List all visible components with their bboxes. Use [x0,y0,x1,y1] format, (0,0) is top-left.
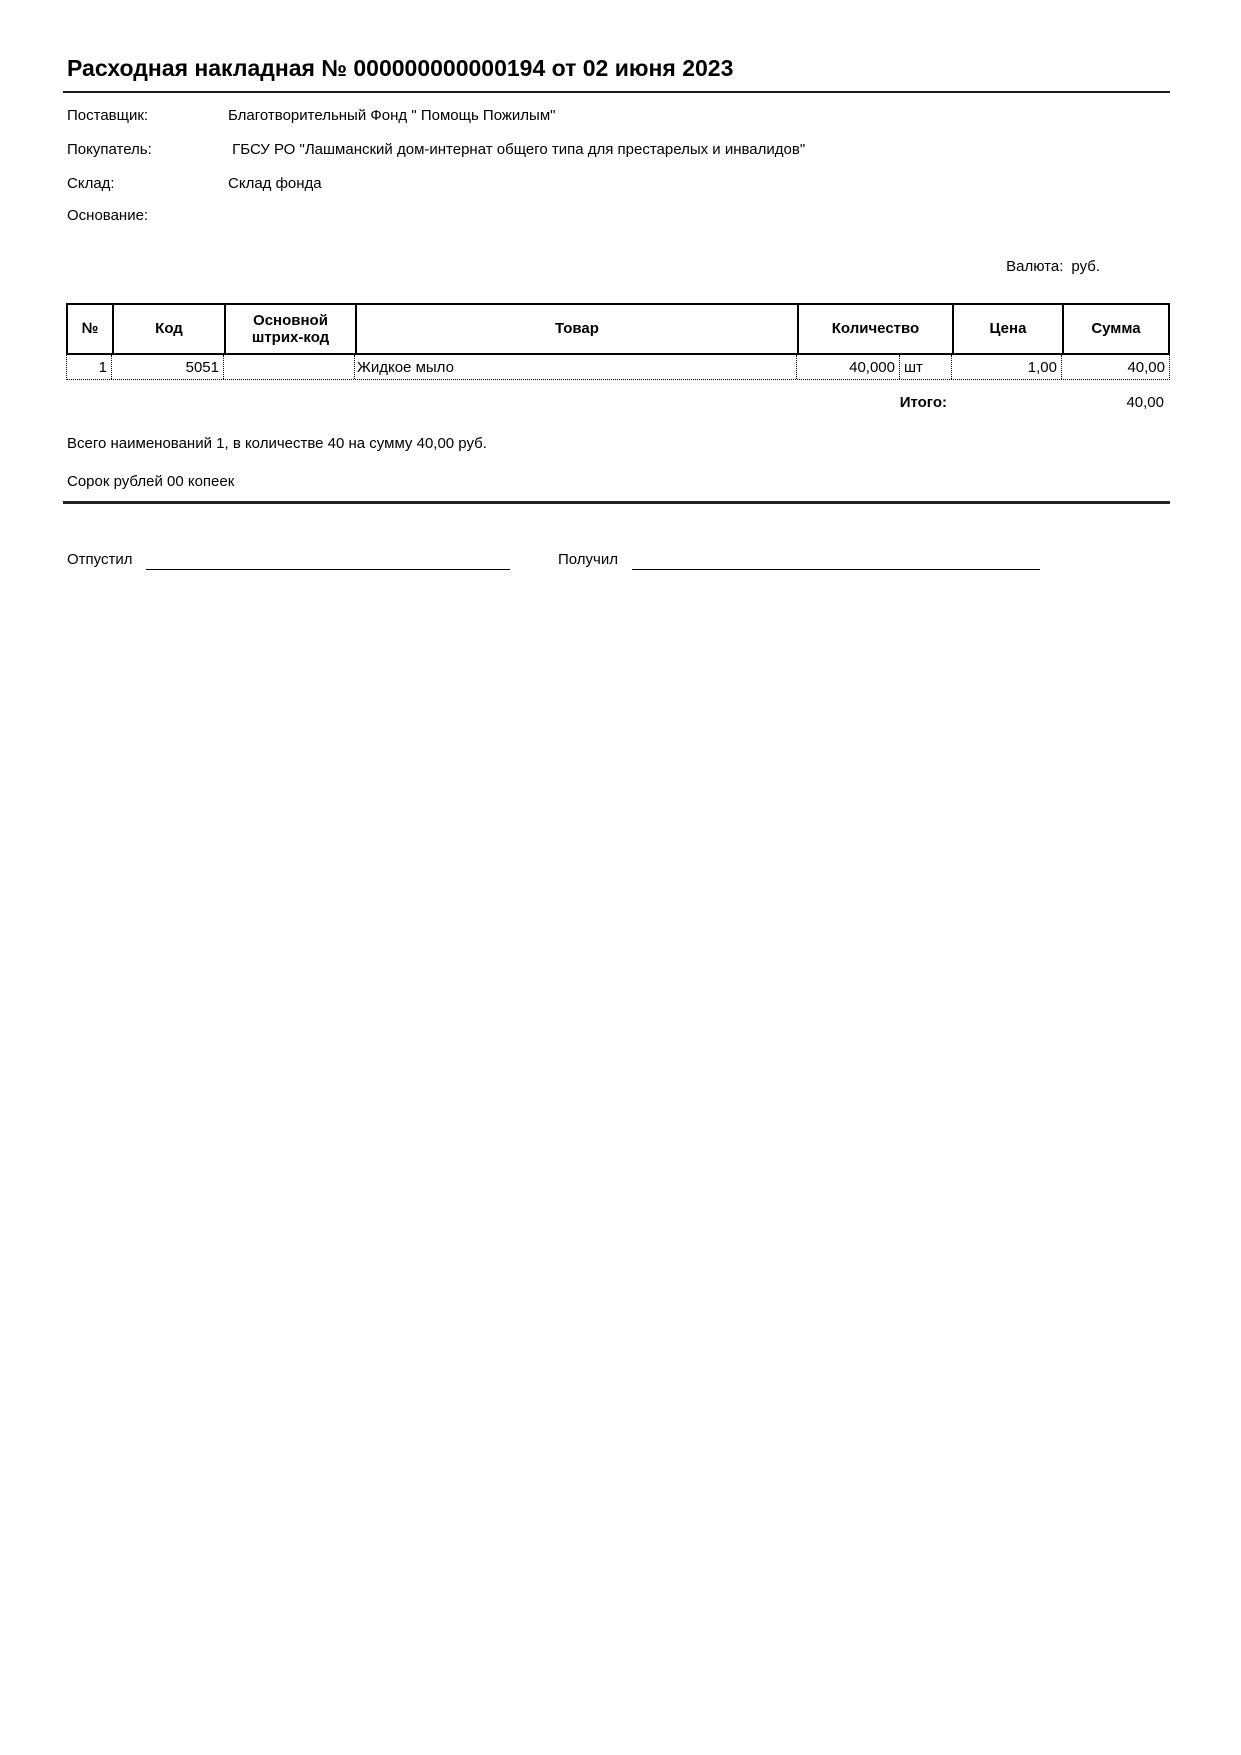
warehouse-label: Склад: [67,175,115,192]
summary-words-line: Сорок рублей 00 копеек [67,473,235,490]
basis-label: Основание: [67,207,149,224]
total-value: 40,00 [1126,394,1164,411]
received-by-signature-line [632,569,1040,570]
cell-sum: 40,00 [1127,358,1165,376]
header-sum: Сумма [1091,320,1141,338]
released-by-signature-line [146,569,510,570]
total-label: Итого: [899,394,947,411]
cell-barcode [224,355,355,379]
summary-count-line: Всего наименований 1, в количестве 40 на сумму 40,00 руб. [67,435,487,452]
items-table [66,303,1170,380]
header-price: Цена [954,305,1064,353]
currency-value: руб. [1071,258,1100,275]
cell-product: Жидкое мыло [355,355,797,379]
buyer-label: Покупатель: [67,141,152,158]
cell-quantity: 40,000 [797,355,900,379]
items-table-header [66,303,1170,355]
bottom-divider [63,501,1170,504]
header-barcode: Основной штрих-код [226,305,357,353]
cell-code: 5051 [112,355,224,379]
currency-label: Валюта: [1006,258,1064,275]
cell-unit: шт [900,355,952,379]
cell-number: 1 [67,355,112,379]
received-by-label: Получил [558,551,618,568]
table-row [66,355,1170,380]
released-by-label: Отпустил [67,551,133,568]
title-divider [63,91,1170,93]
buyer-value: ГБСУ РО "Лашманский дом-интернат общего типа для престарелых и инвалидов" [228,141,806,158]
cell-price: 1,00 [952,355,1062,379]
header-code: Код [114,305,226,353]
header-product: Товар [357,305,799,353]
header-quantity: Количество [799,305,954,353]
supplier-label: Поставщик: [67,107,149,124]
header-number: № [68,305,114,353]
warehouse-value: Склад фонда [228,175,322,192]
document-title: Расходная накладная № 000000000000194 от 02 июня 2023 [67,55,734,81]
supplier-value: Благотворительный Фонд " Помощь Пожилым" [228,107,556,124]
currency-row [0,258,1100,275]
